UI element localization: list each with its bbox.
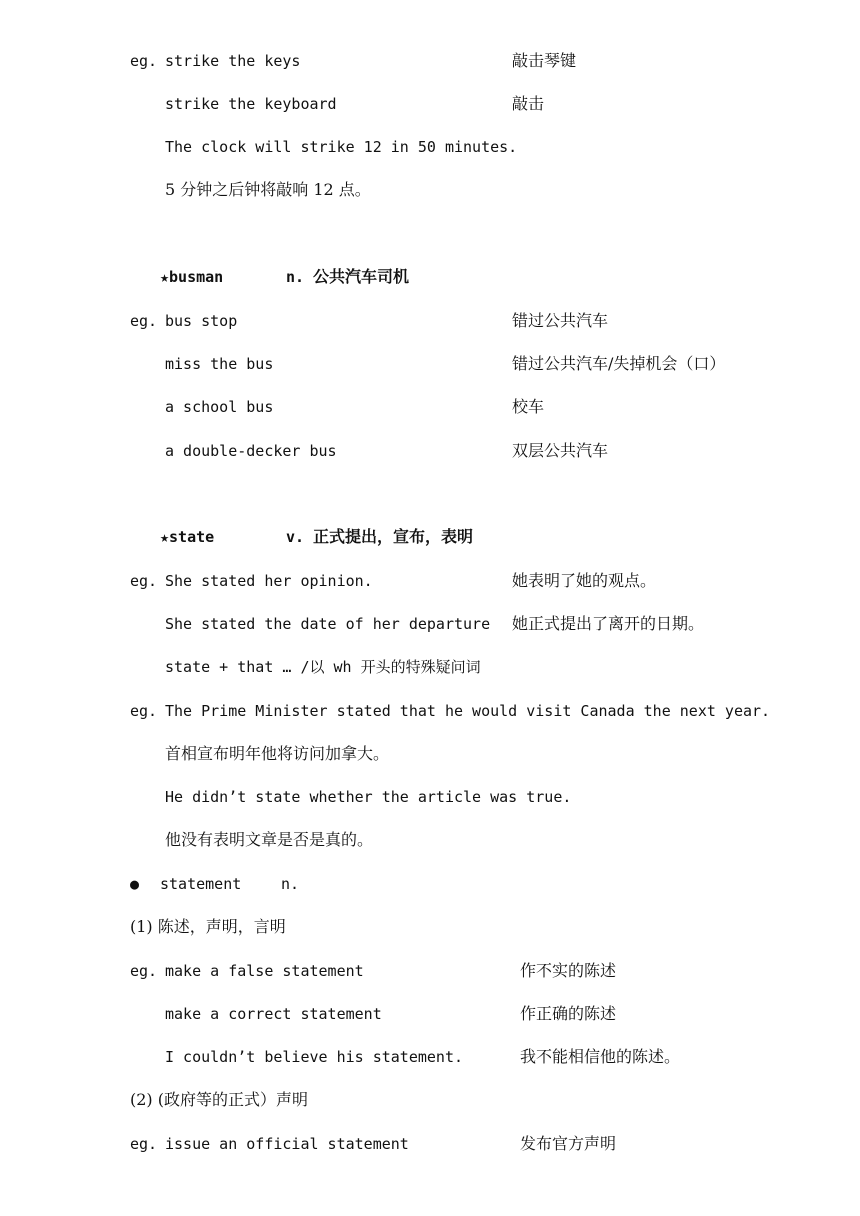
eg-label: eg.	[130, 702, 158, 720]
usage-pattern: state + that … /以 wh 开头的特殊疑问词	[165, 658, 481, 676]
example-cn: 敲击	[512, 94, 545, 113]
example-en: make a false statement	[165, 962, 364, 980]
eg-label: eg.	[130, 572, 158, 590]
example-en: miss the bus	[165, 355, 274, 373]
example-sentence-cn: 首相宣布明年他将访问加拿大。	[165, 744, 390, 763]
example-cn: 发布官方声明	[520, 1134, 617, 1153]
example-cn: 错过公共汽车/失掉机会（口）	[512, 354, 726, 373]
example-cn: 作不实的陈述	[520, 961, 617, 980]
definition: 公共汽车司机	[313, 267, 410, 286]
word: statement	[160, 875, 242, 893]
sense-heading: (1) 陈述，声明，言明	[130, 917, 286, 936]
example-cn: 她正式提出了离开的日期。	[512, 614, 705, 633]
example-cn: 她表明了她的观点。	[512, 571, 657, 590]
eg-label: eg.	[130, 962, 158, 980]
part-of-speech: n.	[286, 268, 305, 286]
example-en: I couldn’t believe his statement.	[165, 1048, 464, 1066]
example-sentence-cn: 他没有表明文章是否是真的。	[165, 830, 374, 849]
eg-label: eg.	[130, 312, 158, 330]
sense-heading: (2) (政府等的正式）声明	[130, 1090, 308, 1109]
example-en: bus stop	[165, 312, 238, 330]
eg-label: eg.	[130, 52, 158, 70]
example-en: She stated the date of her departure	[165, 615, 491, 633]
example-cn: 我不能相信他的陈述。	[520, 1047, 681, 1066]
part-of-speech: v.	[286, 528, 305, 546]
example-en: a double-decker bus	[165, 442, 337, 460]
example-cn: 校车	[512, 397, 545, 416]
example-en: make a correct statement	[165, 1005, 382, 1023]
example-cn: 双层公共汽车	[512, 441, 609, 460]
example-sentence-en: He didn’t state whether the article was true.	[165, 788, 572, 806]
bullet-icon: ●	[130, 875, 140, 893]
headword: ★state	[160, 528, 215, 546]
example-cn: 作正确的陈述	[520, 1004, 617, 1023]
example-en: strike the keyboard	[165, 95, 337, 113]
example-en: strike the keys	[165, 52, 301, 70]
example-cn: 错过公共汽车	[512, 311, 609, 330]
eg-label: eg.	[130, 1135, 158, 1153]
example-sentence-en: The clock will strike 12 in 50 minutes.	[165, 138, 518, 156]
part-of-speech: n.	[281, 875, 300, 893]
example-en: She stated her opinion.	[165, 572, 373, 590]
definition: 正式提出，宣布，表明	[313, 527, 474, 546]
example-en: issue an official statement	[165, 1135, 409, 1153]
example-en: a school bus	[165, 398, 274, 416]
example-sentence-cn: 5 分钟之后钟将敲响 12 点。	[165, 180, 371, 199]
example-cn: 敲击琴键	[512, 51, 577, 70]
example-sentence-en: The Prime Minister stated that he would visit Canada the next year.	[165, 702, 771, 720]
headword: ★busman	[160, 268, 224, 286]
